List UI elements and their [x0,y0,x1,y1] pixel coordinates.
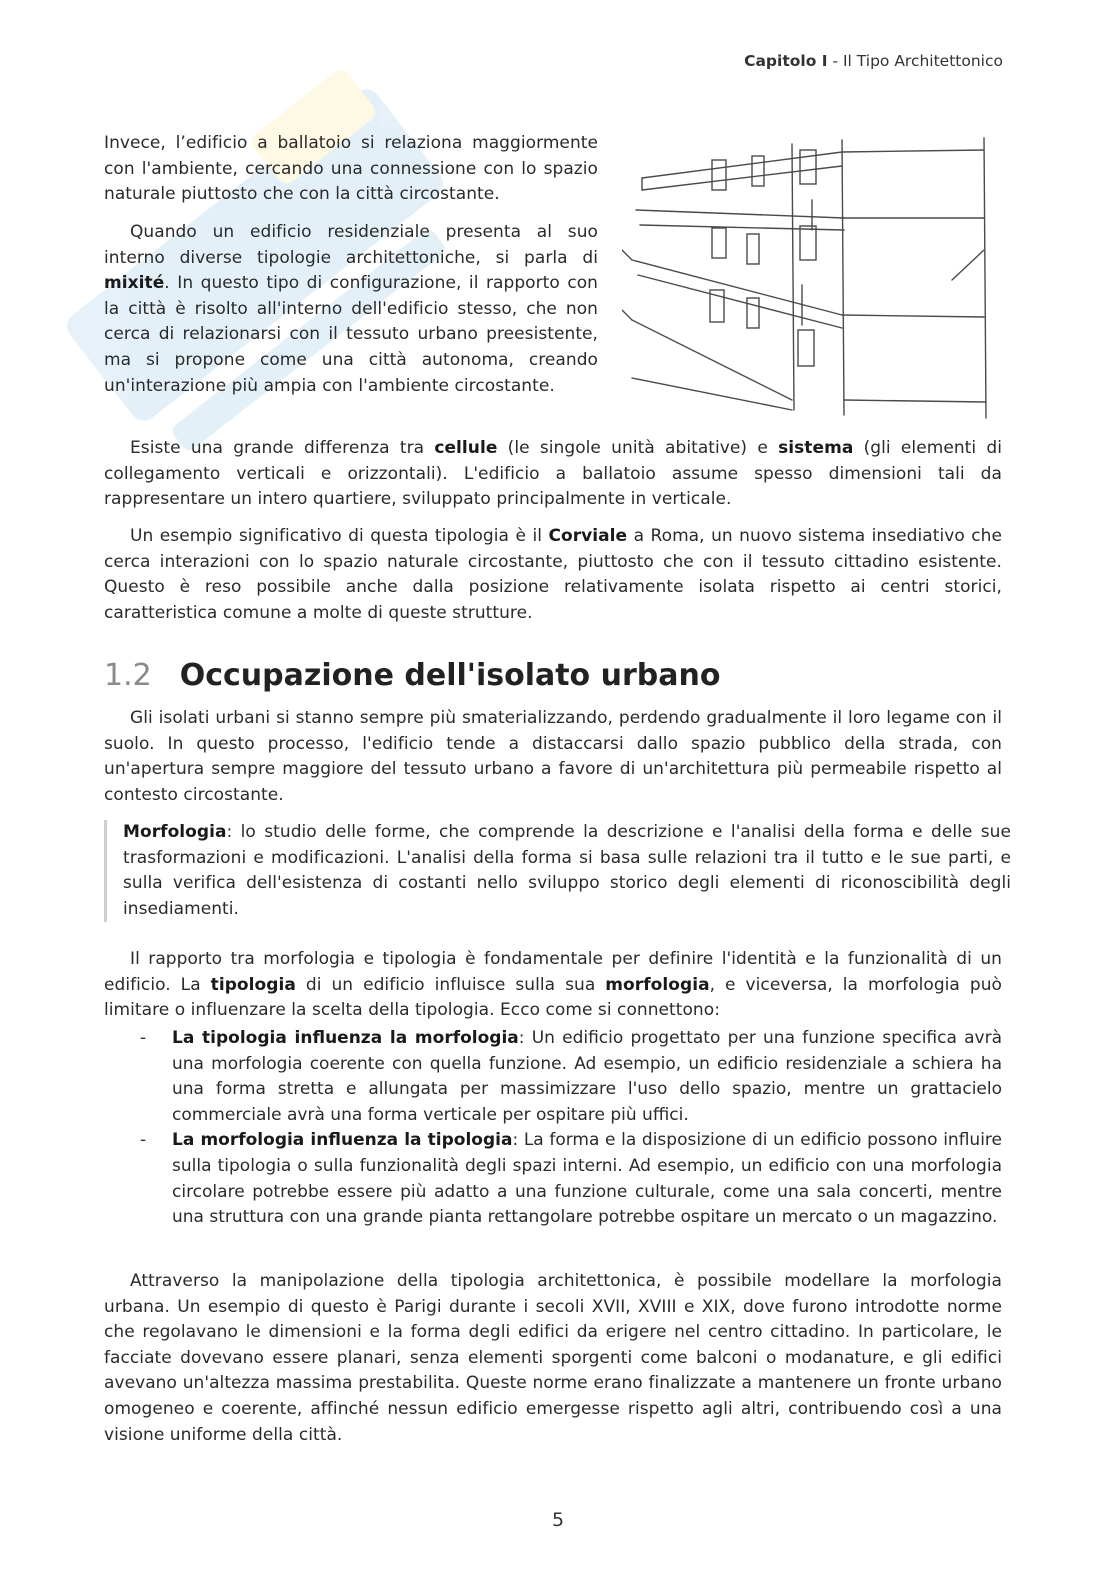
paragraph-mixite: Quando un edificio residenziale presenta al suo interno diverse tipologie architettoniche, si parla di mixité. In questo tipo di configurazione, il rapporto con la città è risolto all'interno dell'edificio stesso, che non cerca di relazionarsi con il tessuto urbano preesistente, ma si propone come una città autonoma, creando un'interazione più ampia con l'ambiente circostante. [104,222,598,396]
header-chapter: Capitolo I [744,52,828,70]
paragraph-corviale: Un esempio significativo di questa tipologia è il Corviale a Roma, un nuovo sistema insediativo che cerca interazioni con lo spazio naturale circostante, piuttosto che con il tessuto cittadino esistente. Questo è reso possibile anche dalla posizione relativamente isolata rispetto ai centri storici, caratteristica comune a molte di queste strutture. [104,526,1002,623]
header-subtitle: Il Tipo Architettonico [842,52,1003,70]
paragraph-cellule-sistema: Esiste una grande differenza tra cellule (le singole unità abitative) e sistema (gli elementi di collegamento verticali e orizzontali). L'edificio a ballatoio assume spesso dimensioni tali da rappresentare un intero quartiere, sviluppato principalmente in verticale. [104,438,1002,510]
list-item: - La morfologia influenza la tipologia: La forma e la disposizione di un edificio possono influire sulla tipologia o sulla funzionalità degli spazi interni. Ad esempio, un edificio con una morfologia circolare potrebbe essere più adatto a una funzione culturale, come una sala concerti, mentre una struttura con una grande pianta rettangolare potrebbe ospitare un mercato o un magazzino. [140,1130,1002,1228]
section-title: Occupazione dell'isolato urbano [179,658,721,693]
list-item: - La tipologia influenza la morfologia: Un edificio progettato per una funzione specifica avrà una morfologia coerente con quella funzione. Ad esempio, un edificio residenziale a schiera ha una forma stretta e allungata per massimizzare l'uso dello spazio, mentre un grattacielo commerciale avrà una forma verticale per ospitare più uffici. [140,1028,1002,1125]
section-heading [104,658,720,693]
term-morfologia-inline: morfologia [605,974,710,995]
paragraph-parigi: Attraverso la manipolazione della tipologia architettonica, è possibile modellare la morfologia urbana. Un esempio di questo è Parigi durante i secoli XVII, XVIII e XIX, dove furono introdotte norme che regolavano le dimensioni e la forma degli edifici da erigere nel centro cittadino. In particolare, le facciate dovevano essere planari, senza elementi sporgenti come balconi o modanature, e gli edifici avevano un'altezza massima prestabilita. Queste norme erano finalizzate a mantenere un fronte urbano omogeneo e coerente, affinché nessun edificio emergesse rispetto agli altri, contribuendo così a una visione uniforme della città. [104,1271,1002,1445]
paragraph-rapporto: Il rapporto tra morfologia e tipologia è fondamentale per definire l'identità e la funzionalità di un edificio. La tipologia di un edificio influisce sulla sua morfologia, e viceversa, la morfologia può limitare o influenzare la scelta della tipologia. Ecco come si connettono: [104,949,1002,1021]
term-tipologia: tipologia [210,974,296,995]
term-corviale: Corviale [548,526,628,546]
definition-text: Morfologia: lo studio delle forme, che comprende la descrizione e l'analisi della forma e delle sue trasformazioni e modificazioni. L'analisi della forma si basa sulle relazioni tra il tutto e le sue parti, e sulla verifica dell'esistenza di costanti nello sviluppo storico degli elementi di riconoscibilità degli insediamenti. [123,822,1011,919]
term-morfologia: Morfologia [123,822,227,842]
term-sistema: sistema [778,438,854,458]
term-mixite: mixité [104,273,165,294]
running-header [744,52,1003,70]
section-number: 1.2 [104,658,152,693]
term-cellule: cellule [434,438,498,458]
paragraph-ballatoio: Invece, l’edificio a ballatoio si relaziona maggiormente con l'ambiente, cercando una connessione con lo spazio naturale piuttosto che con la città circostante. [104,133,598,205]
definition-callout [104,820,1011,922]
page-number: 5 [551,1509,565,1531]
ballatoio-building-sketch-icon [622,130,996,422]
connection-list [104,1026,1002,1231]
paragraph-isolati: Gli isolati urbani si stanno sempre più smaterializzando, perdendo gradualmente il loro legame con il suolo. In questo processo, l'edificio tende a distaccarsi dallo spazio pubblico della strada, con un'apertura sempre maggiore del tessuto urbano a favore di un'architettura più permeabile rispetto al contesto circostante. [104,708,1002,805]
header-separator: - [827,52,843,70]
